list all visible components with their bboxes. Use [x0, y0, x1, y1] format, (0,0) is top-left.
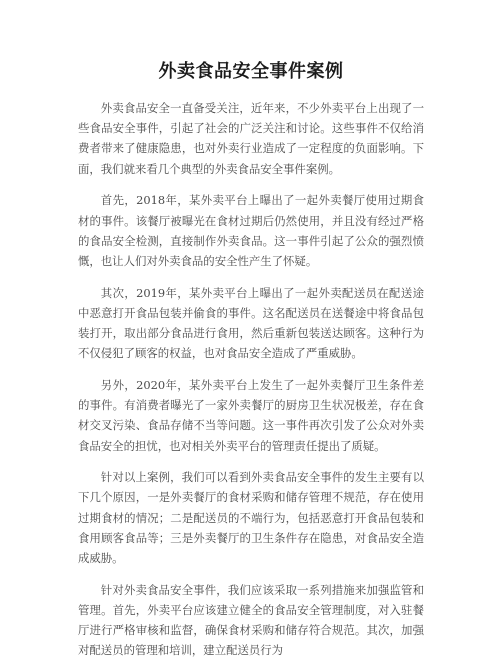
- paragraph-intro: 外卖食品安全一直备受关注，近年来，不少外卖平台上出现了一些食品安全事件，引起了社会的广泛关注和讨论。这些事件不仅给消费者带来了健康隐患，也对外卖行业造成了一定程度的负面影响。下面，我们就来看几个典型的外卖食品安全事件案例。: [78, 101, 424, 176]
- paragraph-case-2019: 其次，2019年，某外卖平台上曝出了一起外卖配送员在配送途中恶意打开食品包装并偷食的事件。这名配送员在送餐途中将食品包装打开，取出部分食品进行食用，然后重新包装送达顾客。这种行为不仅侵犯了顾客的权益，也对食品安全造成了严重威胁。: [78, 285, 424, 361]
- document-body: [78, 98, 424, 672]
- paragraph-causes: 针对以上案例，我们可以看到外卖食品安全事件的发生主要有以下几个原因，一是外卖餐厅的食材采购和储存管理不规范，存在使用过期食材的情况；二是配送员的不端行为，包括恶意打开食品包装和食用顾客食品等；三是外卖餐厅的卫生条件存在隐患，对食品安全造成威胁。: [78, 470, 424, 566]
- paragraph-case-2020: 另外，2020年，某外卖平台上发生了一起外卖餐厅卫生条件差的事件。有消费者曝光了一家外卖餐厅的厨房卫生状况极差，存在食材交叉污染、食品存储不当等问题。这一事件再次引发了公众对外卖食品安全的担忧，也对相关外卖平台的管理责任提出了质疑。: [78, 377, 424, 453]
- paragraph-measures: 针对外卖食品安全事件，我们应该采取一系列措施来加强监管和管理。首先，外卖平台应该建立健全的食品安全管理制度，对入驻餐厅进行严格审核和监督，确保食材采购和储存符合规范。其次，加强对配送员的管理和培训，建立配送员行为: [78, 582, 424, 658]
- document-title: 外卖食品安全事件案例: [158, 61, 344, 82]
- paragraph-case-2018: 首先，2018年，某外卖平台上曝出了一起外卖餐厅使用过期食材的事件。该餐厅被曝光在食材过期后仍然使用，并且没有经过严格的食品安全检测，直接制作外卖食品。这一事件引起了公众的强烈愤慨，也让人们对外卖食品的安全性产生了怀疑。: [78, 193, 424, 268]
